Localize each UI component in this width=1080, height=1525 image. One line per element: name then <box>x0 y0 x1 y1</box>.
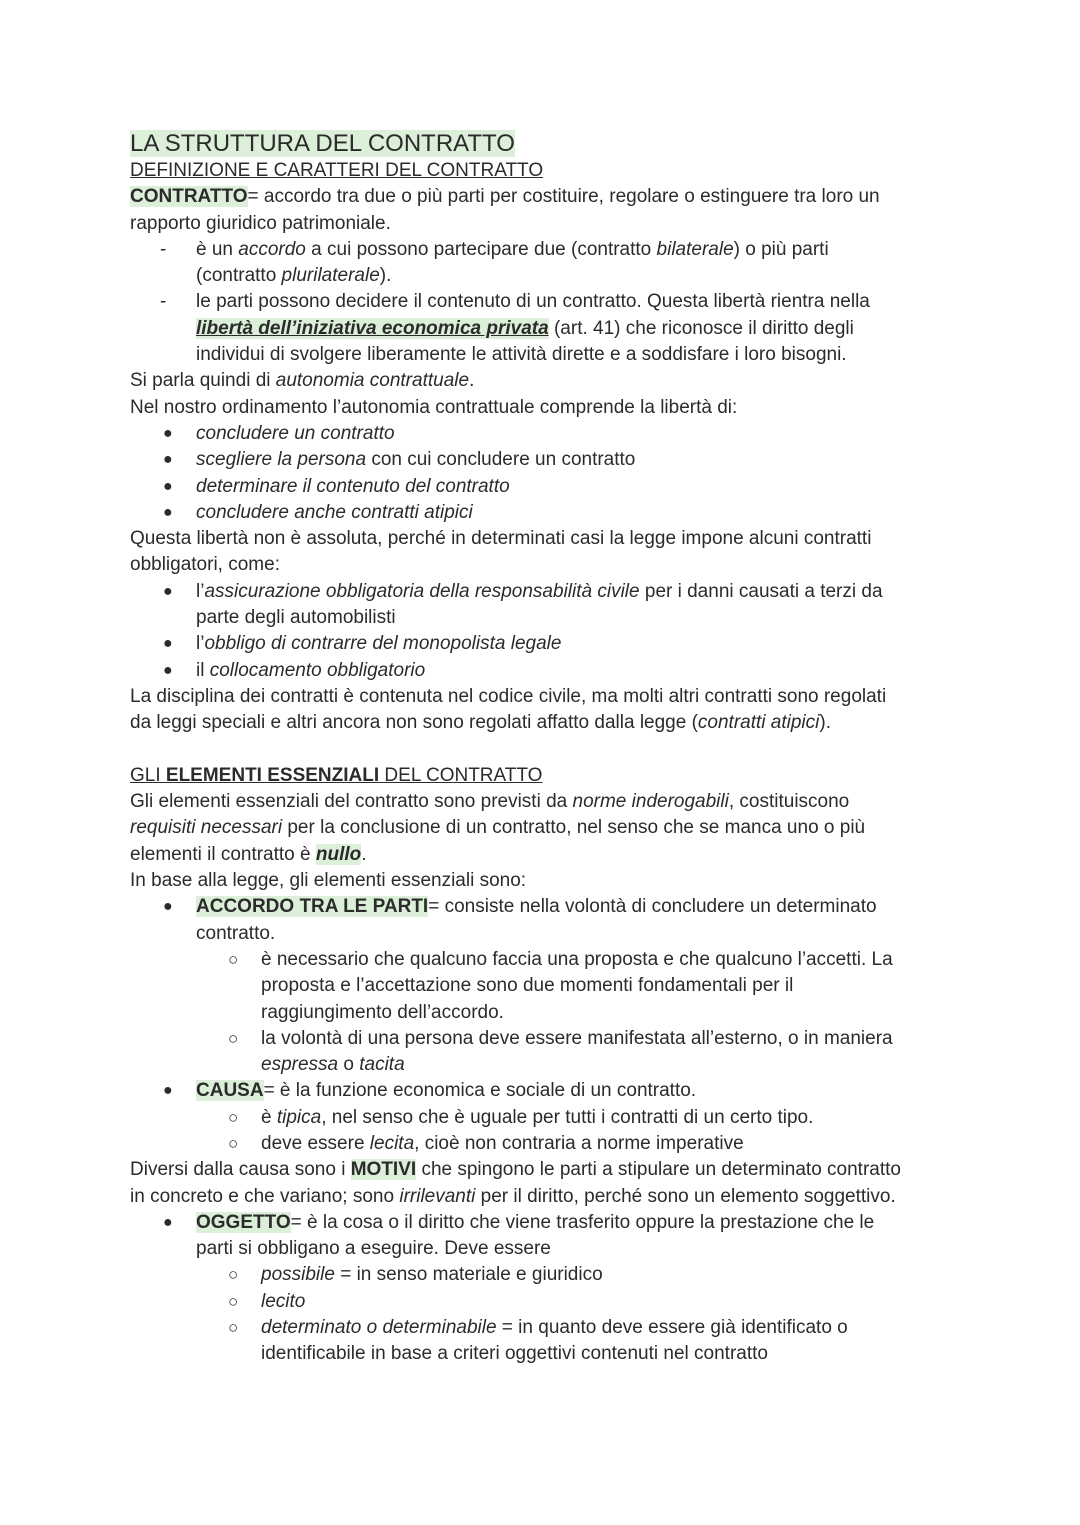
text-run: che spingono le parti a stipulare un determinato contratto <box>416 1159 901 1181</box>
text-run: = accordo tra due o più parti per costituire, regolare o estinguere tra loro un <box>247 186 880 208</box>
sub-item <box>130 1131 950 1157</box>
section-heading <box>130 763 950 789</box>
text-run: con cui concludere un contratto <box>366 449 636 471</box>
text-run: concludere anche contratti atipici <box>196 501 473 523</box>
text-run: accordo <box>238 238 306 260</box>
list-marker: ○ <box>228 1133 239 1153</box>
text-run: deve essere <box>261 1132 370 1154</box>
text-run: assicurazione obbligatoria della responsabilità civile <box>204 580 640 602</box>
text-run: autonomia contrattuale <box>275 370 470 392</box>
sub-item-cont: raggiungimento dell’accordo. <box>261 1001 504 1023</box>
list-marker: ● <box>163 451 173 469</box>
text-run: scegliere la persona <box>196 449 367 471</box>
text-run: obbligo di contrarre del monopolista legale <box>204 633 562 655</box>
list-marker: - <box>160 291 167 313</box>
list-marker: ○ <box>228 1107 239 1127</box>
text-run: ELEMENTI ESSENZIALI <box>165 764 380 786</box>
text-run: contratti atipici <box>697 712 820 734</box>
sub-item <box>130 1026 950 1052</box>
text-run: per i danni causati a terzi da <box>639 580 883 602</box>
paragraph-line <box>130 1184 950 1210</box>
bullet-item <box>130 474 950 500</box>
list-marker: ● <box>163 424 173 442</box>
paragraph-line <box>130 789 950 815</box>
text-run: ). <box>819 712 831 734</box>
text-run: GLI <box>130 764 166 786</box>
sub-item-cont <box>130 1052 950 1078</box>
text-run: lecito <box>261 1290 306 1312</box>
text-run: nullo <box>315 843 362 865</box>
dash-item-cont <box>130 316 950 342</box>
document-body <box>130 130 950 1368</box>
paragraph-line <box>130 842 950 868</box>
text-run: collocamento obbligatorio <box>209 659 426 681</box>
text-run: Gli elementi essenziali del contratto sono previsti da <box>130 791 573 813</box>
paragraph-line <box>130 815 950 841</box>
bullet-item <box>130 894 950 920</box>
text-run: MOTIVI <box>350 1159 417 1181</box>
bullet-item-cont: parte degli automobilisti <box>196 607 396 629</box>
text-run: OGGETTO <box>196 1211 291 1233</box>
list-marker: ● <box>163 503 173 521</box>
text-run: CONTRATTO <box>130 186 248 208</box>
paragraph-line: Nel nostro ordinamento l’autonomia contrattuale comprende la libertà di: <box>130 396 738 418</box>
dash-item-cont: individui di svolgere liberamente le attività dirette e a soddisfare i loro bisogni. <box>196 344 847 366</box>
text-run: . <box>469 370 475 392</box>
list-marker: ○ <box>228 949 239 969</box>
text-run: . <box>361 843 367 865</box>
text-run: = è la cosa o il diritto che viene trasferito oppure la prestazione che le <box>290 1211 875 1233</box>
sub-item-cont: identificabile in base a criteri oggettivi contenuti nel contratto <box>261 1343 768 1365</box>
text-run: = è la funzione economica e sociale di un contratto. <box>263 1080 697 1102</box>
list-marker: ● <box>163 898 173 916</box>
text-run: determinato o determinabile <box>261 1317 497 1339</box>
list-marker: ● <box>163 1213 173 1231</box>
text-run: per la conclusione di un contratto, nel senso che se manca uno o più <box>282 817 866 839</box>
text-run: = consiste nella volontà di concludere un determinato <box>428 896 877 918</box>
paragraph-line <box>130 1157 950 1183</box>
sub-item <box>130 1289 950 1315</box>
text-run: per il diritto, perché sono un elemento soggettivo. <box>475 1185 896 1207</box>
text-run: la volontà di una persona deve essere manifestata all’esterno, o in maniera <box>261 1027 893 1049</box>
list-marker: ● <box>163 582 173 600</box>
bullet-item <box>130 500 950 526</box>
definition-line <box>130 184 950 210</box>
bullet-item-cont: parti si obbligano a eseguire. Deve essere <box>196 1238 551 1260</box>
paragraph-line: obbligatori, come: <box>130 554 280 576</box>
section-subtitle: DEFINIZIONE E CARATTERI DEL CONTRATTO <box>130 160 544 181</box>
text-run: espressa <box>261 1054 339 1076</box>
text-run: requisiti necessari <box>130 817 283 839</box>
text-run: libertà dell’iniziativa economica privata <box>196 317 549 339</box>
paragraph-line: In base alla legge, gli elementi essenziali sono: <box>130 870 527 892</box>
text-run: l’ <box>196 580 205 602</box>
text-run: Si parla quindi di <box>130 370 276 392</box>
text-run: irrilevanti <box>399 1185 476 1207</box>
dash-item <box>130 289 950 315</box>
text-run: a cui possono partecipare due (contratto <box>305 238 657 260</box>
text-run: il <box>196 659 210 681</box>
list-marker: ● <box>163 1082 173 1100</box>
text-run: o <box>338 1054 360 1076</box>
list-marker: ● <box>163 635 173 653</box>
text-run: (contratto <box>196 265 282 287</box>
sub-item-cont: proposta e l’accettazione sono due momenti fondamentali per il <box>261 975 794 997</box>
bullet-item <box>130 1078 950 1104</box>
text-run: = in senso materiale e giuridico <box>334 1264 603 1286</box>
bullet-item-cont: contratto. <box>196 922 276 944</box>
text-run: ACCORDO TRA LE PARTI <box>196 896 429 918</box>
text-run: , costituiscono <box>728 791 850 813</box>
text-run: CAUSA <box>196 1080 264 1102</box>
text-run: ) o più parti <box>733 238 829 260</box>
text-run: LA STRUTTURA DEL CONTRATTO <box>130 130 515 157</box>
text-run: norme inderogabili <box>572 791 729 813</box>
list-marker: ● <box>163 477 173 495</box>
text-run: tipica <box>276 1106 322 1128</box>
text-run: concludere un contratto <box>196 422 395 444</box>
sub-item <box>130 1262 950 1288</box>
text-run: da leggi speciali e altri ancora non sono regolati affatto dalla legge ( <box>130 712 698 734</box>
text-run: elementi il contratto è <box>130 843 316 865</box>
text-run: è necessario che qualcuno faccia una proposta e che qualcuno l’accetti. La <box>261 948 893 970</box>
text-run: lecita <box>369 1132 415 1154</box>
bullet-item <box>130 421 950 447</box>
text-run: determinare il contenuto del contratto <box>196 475 510 497</box>
text-run: è un <box>196 238 239 260</box>
text-run: Diversi dalla causa sono i <box>130 1159 351 1181</box>
text-run: in concreto e che variano; sono <box>130 1185 400 1207</box>
text-run: tacita <box>359 1054 405 1076</box>
spacer <box>130 737 950 763</box>
sub-item <box>130 947 950 973</box>
text-run: DEL CONTRATTO <box>379 764 543 786</box>
list-marker: ○ <box>228 1265 239 1285</box>
sub-item <box>130 1105 950 1131</box>
text-run: , cioè non contraria a norme imperative <box>414 1132 744 1154</box>
bullet-item <box>130 1210 950 1236</box>
list-marker: ○ <box>228 1291 239 1311</box>
definition-line-cont: rapporto giuridico patrimoniale. <box>130 212 391 234</box>
list-marker: ○ <box>228 1318 239 1338</box>
text-run: possibile <box>261 1264 335 1286</box>
list-marker: - <box>160 238 167 260</box>
text-run: plurilaterale <box>281 265 380 287</box>
text-run: (art. 41) che riconosce il diritto degli <box>548 317 854 339</box>
text-run: è <box>261 1106 277 1128</box>
bullet-item <box>130 579 950 605</box>
paragraph-line: Questa libertà non è assoluta, perché in determinati casi la legge impone alcuni contratti <box>130 528 872 550</box>
list-marker: ● <box>163 661 173 679</box>
page-title <box>130 130 950 158</box>
paragraph-line <box>130 368 950 394</box>
paragraph-line <box>130 710 950 736</box>
text-run: ). <box>379 265 392 287</box>
paragraph-line: La disciplina dei contratti è contenuta nel codice civile, ma molti altri contratti sono regolati <box>130 685 887 707</box>
bullet-item <box>130 658 950 684</box>
list-marker: ○ <box>228 1028 239 1048</box>
text-run: le parti possono decidere il contenuto di un contratto. Questa libertà rientra nella <box>196 291 870 313</box>
bullet-item <box>130 631 950 657</box>
sub-item <box>130 1315 950 1341</box>
dash-item-cont <box>130 263 950 289</box>
text-run: = in quanto deve essere già identificato o <box>496 1317 848 1339</box>
dash-item <box>130 237 950 263</box>
text-run: bilaterale <box>656 238 734 260</box>
text-run: l’ <box>196 633 205 655</box>
bullet-item <box>130 447 950 473</box>
text-run: , nel senso che è uguale per tutti i contratti di un certo tipo. <box>321 1106 814 1128</box>
